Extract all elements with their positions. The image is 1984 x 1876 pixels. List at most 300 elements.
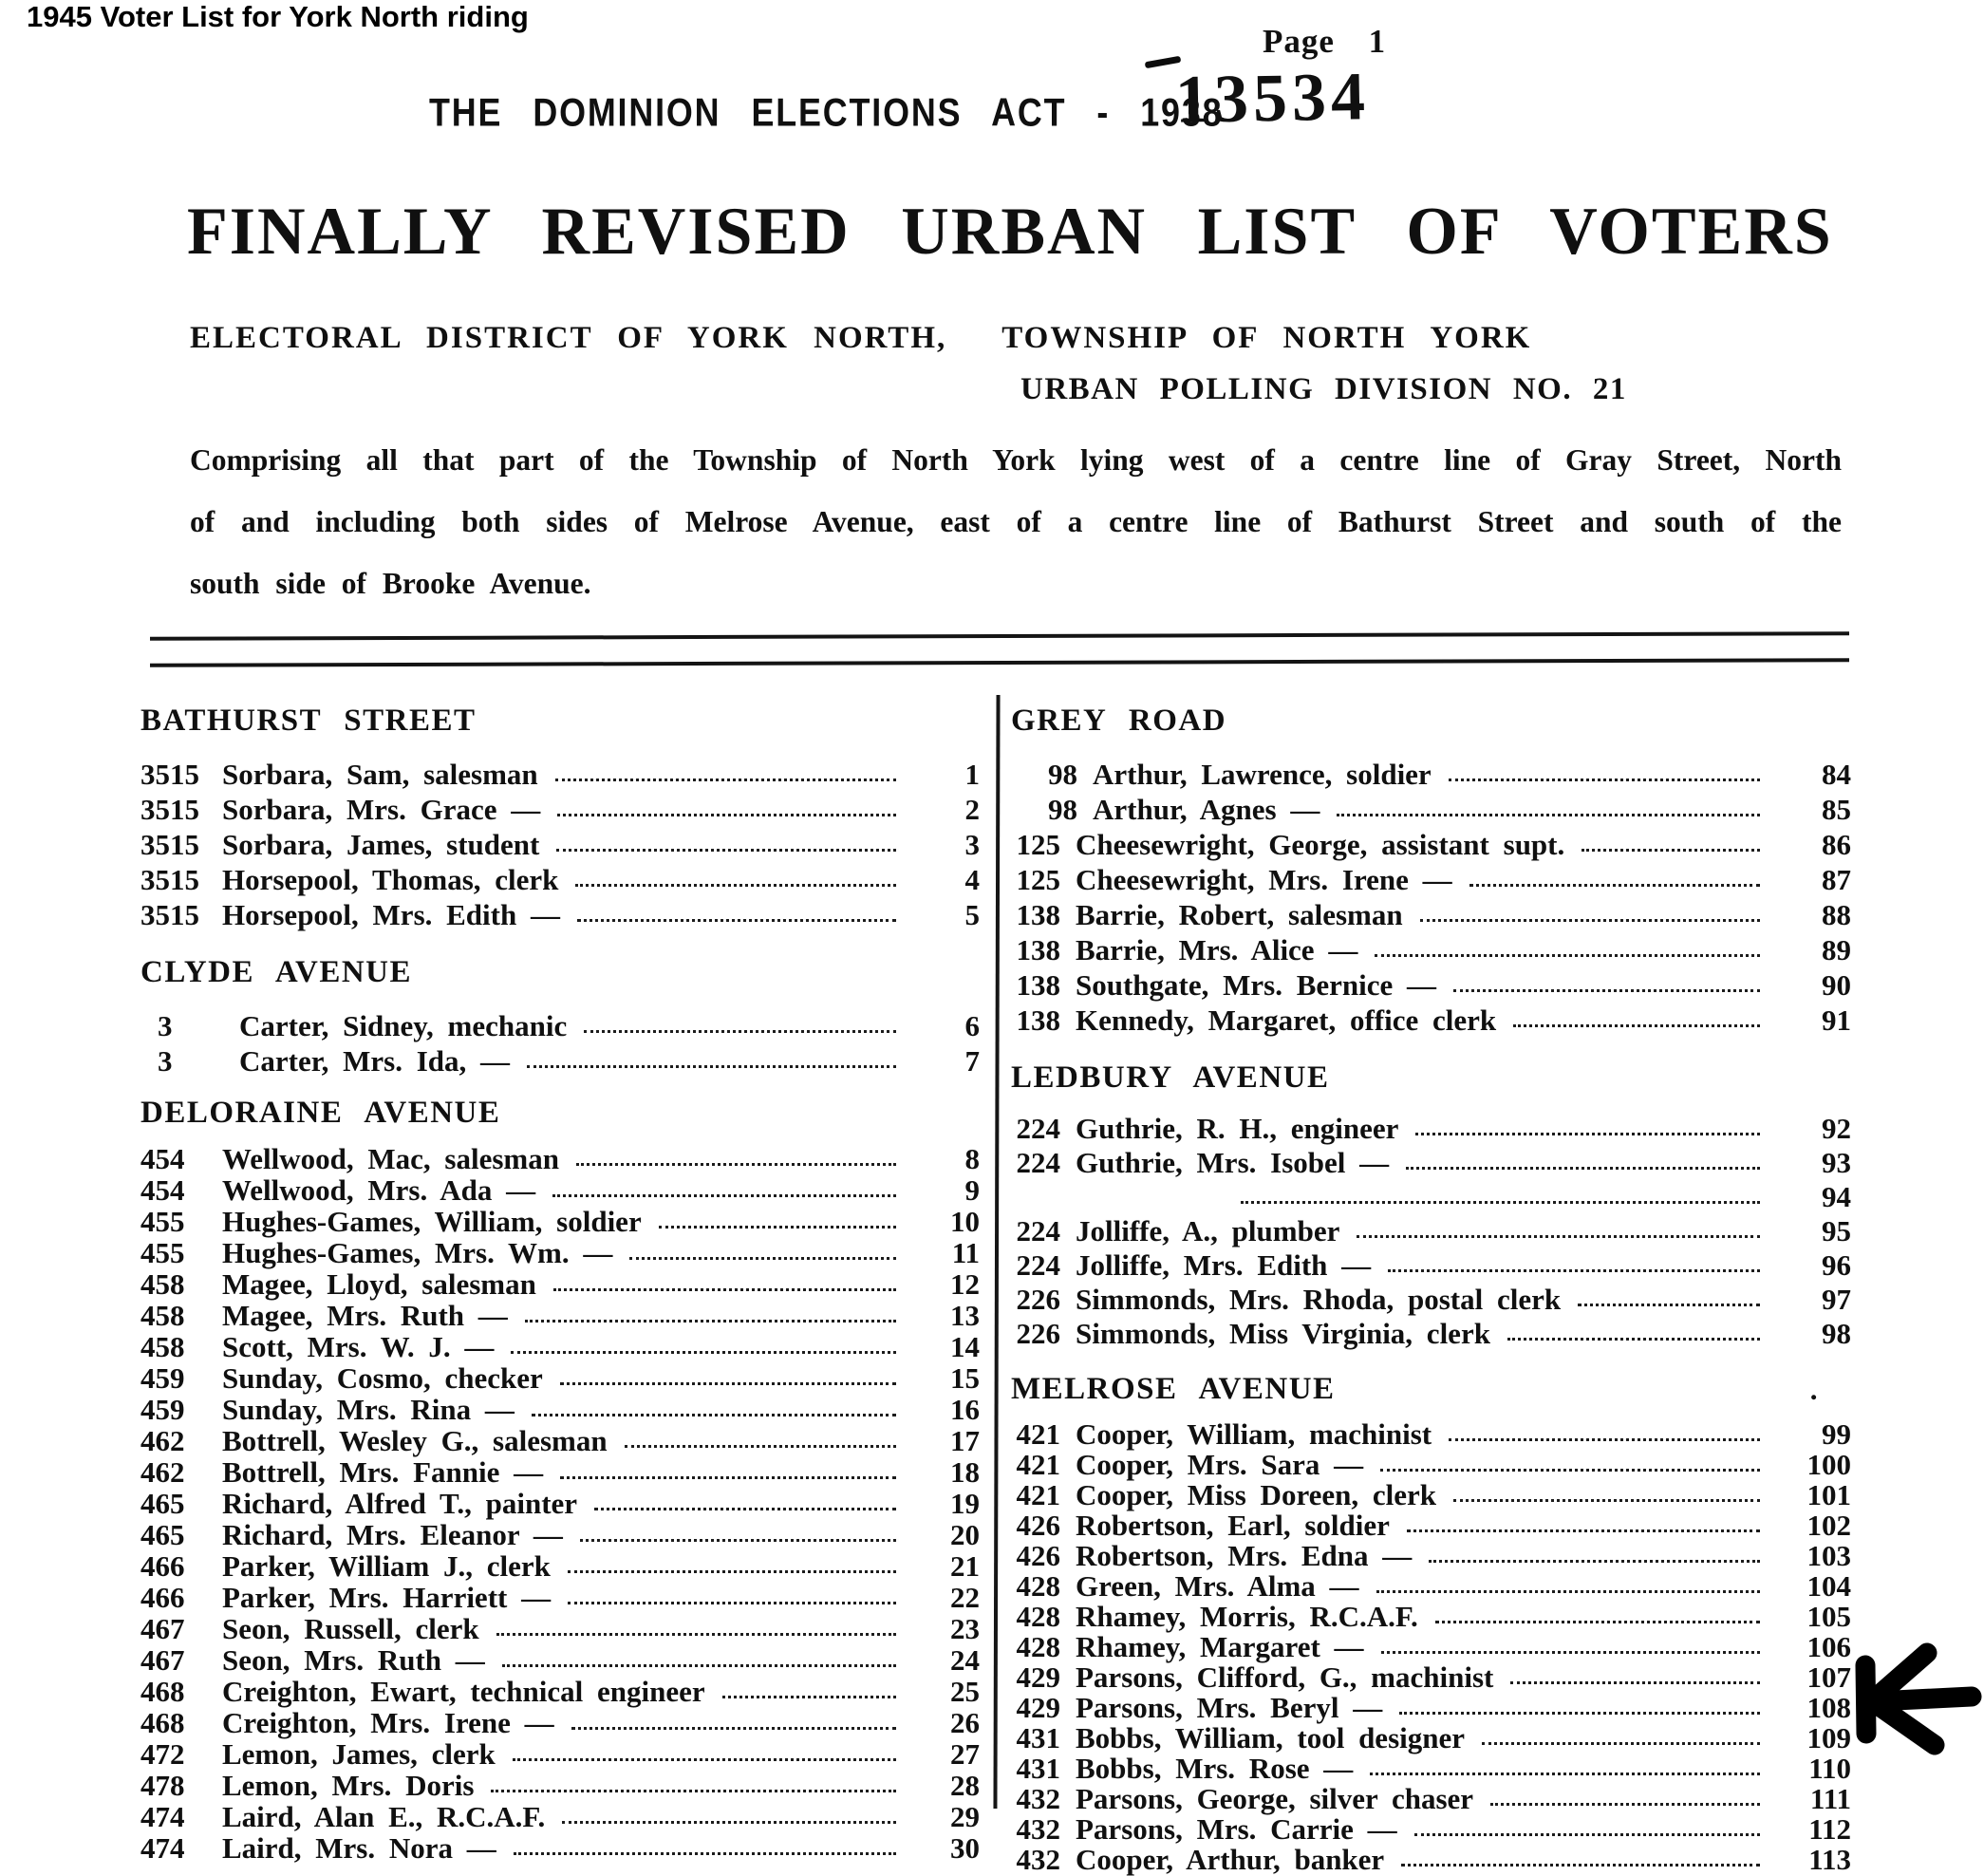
voter-line-number: 99	[1822, 1417, 1851, 1451]
voter-name-occupation: Arthur, Lawrence, soldier	[1093, 758, 1432, 791]
voter-line-number: 30	[950, 1831, 980, 1865]
voter-line-number: 90	[1822, 968, 1851, 1002]
voter-name-occupation: Cooper, Arthur, banker	[1076, 1843, 1385, 1876]
voter-line-number: 11	[951, 1236, 980, 1269]
street-number: 224	[1016, 1112, 1060, 1145]
voter-name-occupation: Magee, Mrs. Ruth —	[222, 1299, 508, 1332]
dot-leader	[1435, 1621, 1760, 1623]
street-number: 138	[1016, 968, 1060, 1002]
street-section	[1011, 1061, 1851, 1350]
dot-leader	[511, 1351, 896, 1354]
voter-name-occupation: Barrie, Robert, salesman	[1076, 898, 1403, 931]
dot-leader	[1414, 1833, 1760, 1836]
street-name-header	[140, 704, 980, 739]
voter-row	[140, 1301, 980, 1332]
dot-leader	[575, 884, 896, 887]
voter-name-occupation: Cooper, William, machinist	[1076, 1417, 1432, 1451]
voter-name-occupation: Bobbs, Mrs. Rose —	[1076, 1752, 1354, 1785]
voter-line-number: 16	[950, 1393, 980, 1426]
voter-name-occupation: Parsons, Mrs. Carrie —	[1076, 1812, 1397, 1846]
stamp-number: 13534	[1174, 58, 1371, 138]
dot-leader	[568, 1602, 896, 1604]
voter-name-occupation: Cooper, Miss Doreen, clerk	[1076, 1478, 1437, 1511]
voter-row	[140, 1238, 980, 1269]
voter-name-occupation: Richard, Alfred T., painter	[222, 1487, 578, 1520]
voter-line-number: 97	[1822, 1283, 1851, 1316]
dot-leader	[1241, 1201, 1760, 1204]
stray-period-mark: .	[1809, 1373, 1819, 1406]
voter-line-number: 95	[1822, 1214, 1851, 1248]
voter-line-number: 91	[1822, 1004, 1851, 1037]
voter-line-number: 98	[1822, 1317, 1851, 1350]
voter-name-occupation: Simmonds, Miss Virginia, clerk	[1076, 1317, 1490, 1350]
voter-row	[140, 1771, 980, 1802]
voter-line-number: 107	[1806, 1660, 1851, 1694]
dot-leader	[1406, 1167, 1760, 1170]
dot-leader	[556, 849, 896, 852]
voter-row	[1011, 1539, 1851, 1572]
voter-name-occupation: Scott, Mrs. W. J. —	[222, 1330, 495, 1363]
street-number: 467	[140, 1612, 185, 1645]
street-number: 432	[1016, 1812, 1060, 1846]
street-number: 458	[140, 1330, 185, 1363]
dot-leader	[571, 1727, 896, 1730]
description-line-1: Comprising all that part of the Township of North York lying west of a centre line of Gray Street, North	[190, 443, 1842, 477]
voter-name-occupation: Parker, William J., clerk	[222, 1549, 551, 1583]
voter-line-number: 100	[1806, 1448, 1851, 1481]
dot-leader	[560, 1476, 896, 1479]
dot-leader	[1510, 1681, 1760, 1684]
voter-name-occupation: Arthur, Agnes —	[1093, 793, 1320, 826]
voter-row	[140, 1677, 980, 1708]
voter-line-number: 26	[950, 1706, 980, 1739]
street-number: 3515	[140, 793, 199, 826]
dot-leader	[1407, 1529, 1760, 1532]
description-line-2: of and including both sides of Melrose Avenue, east of a centre line of Bathurst Street and south of the	[190, 505, 1842, 538]
dot-leader	[525, 1320, 896, 1323]
street-number: 455	[140, 1205, 185, 1238]
voter-name-occupation: Guthrie, Mrs. Isobel —	[1076, 1146, 1390, 1179]
voter-line-number: 27	[950, 1737, 980, 1771]
left-voter-column	[140, 693, 980, 1865]
voter-row	[1011, 1316, 1851, 1350]
dot-leader	[1482, 1742, 1760, 1745]
street-number: 421	[1016, 1448, 1060, 1481]
voter-row	[140, 1583, 980, 1614]
voter-row	[140, 826, 980, 861]
voter-name-occupation: Wellwood, Mrs. Ada —	[222, 1173, 536, 1207]
voter-line-number: 24	[950, 1643, 980, 1677]
dot-leader	[577, 919, 896, 922]
voter-row	[1011, 1417, 1851, 1451]
voter-row	[1011, 1111, 1851, 1145]
voter-line-number: 102	[1806, 1509, 1851, 1542]
voter-line-number: 3	[964, 828, 980, 861]
street-number: 431	[1016, 1752, 1060, 1785]
voter-row	[1011, 1600, 1851, 1633]
district-line	[190, 321, 1531, 356]
voter-name-occupation: Richard, Mrs. Eleanor —	[222, 1518, 563, 1551]
street-number: 465	[140, 1518, 185, 1551]
dot-leader	[1388, 1269, 1760, 1272]
street-number: 462	[140, 1424, 185, 1457]
voter-line-number: 109	[1806, 1721, 1851, 1754]
voter-row	[1011, 1448, 1851, 1481]
voter-line-number: 92	[1822, 1112, 1851, 1145]
voter-line-number: 5	[964, 898, 980, 931]
voter-line-number: 84	[1822, 758, 1851, 791]
voter-line-number: 28	[950, 1769, 980, 1802]
voter-line-number: 113	[1808, 1843, 1851, 1876]
voter-name-occupation: Sorbara, James, student	[222, 828, 540, 861]
voter-line-number: 8	[964, 1142, 980, 1175]
street-number: 3	[158, 1009, 173, 1042]
voter-name-occupation: Hughes-Games, William, soldier	[222, 1205, 642, 1238]
voter-row	[1011, 1478, 1851, 1511]
street-name-header	[1011, 1061, 1851, 1096]
street-number: 224	[1016, 1146, 1060, 1179]
voter-line-number: 25	[950, 1675, 980, 1708]
dot-leader	[1449, 1438, 1760, 1441]
voter-row	[140, 1708, 980, 1739]
dot-leader	[568, 1570, 896, 1573]
street-name: DELORAINE AVENUE	[140, 1096, 501, 1130]
voter-line-number: 6	[964, 1009, 980, 1042]
voter-row	[1011, 1754, 1851, 1785]
voter-name-occupation: Jolliffe, A., plumber	[1076, 1214, 1340, 1248]
voter-row	[1011, 1179, 1851, 1213]
voter-name-occupation: Parker, Mrs. Harriett —	[222, 1581, 552, 1614]
voter-line-number: 14	[950, 1330, 980, 1363]
dot-leader	[532, 1414, 896, 1416]
voter-line-number: 105	[1806, 1600, 1851, 1633]
street-name: MELROSE AVENUE	[1011, 1372, 1336, 1406]
street-number: 138	[1016, 1004, 1060, 1037]
dot-leader	[1453, 989, 1760, 992]
voter-row	[140, 1614, 980, 1645]
voter-row	[140, 1489, 980, 1520]
street-number: 459	[140, 1361, 185, 1395]
voter-row	[140, 756, 980, 791]
street-number: 458	[140, 1267, 185, 1301]
voter-row	[140, 1395, 980, 1426]
street-number: 468	[140, 1675, 185, 1708]
dot-leader	[1429, 1560, 1760, 1563]
street-number: 432	[1016, 1782, 1060, 1815]
street-number: 432	[1016, 1843, 1060, 1876]
voter-row	[1011, 1691, 1851, 1724]
voter-row	[1011, 791, 1851, 826]
voter-name-occupation: Seon, Mrs. Ruth —	[222, 1643, 485, 1677]
dot-leader	[584, 1030, 896, 1033]
voter-name-occupation: Cooper, Mrs. Sara —	[1076, 1448, 1364, 1481]
voter-line-number: 101	[1806, 1478, 1851, 1511]
street-number: 478	[140, 1769, 185, 1802]
street-number: 224	[1016, 1214, 1060, 1248]
dot-leader	[562, 1821, 896, 1824]
voter-row	[140, 896, 980, 931]
voter-line-number: 18	[950, 1455, 980, 1489]
dot-leader	[1376, 1590, 1760, 1593]
voter-row	[1011, 1282, 1851, 1316]
street-number: 426	[1016, 1539, 1060, 1572]
voter-name-occupation: Carter, Mrs. Ida, —	[239, 1044, 511, 1078]
voter-row	[1011, 1002, 1851, 1037]
voter-line-number: 29	[950, 1800, 980, 1833]
voter-row	[140, 1207, 980, 1238]
voter-row	[1011, 1630, 1851, 1663]
dot-leader	[1490, 1803, 1760, 1806]
street-name-header	[1011, 1373, 1851, 1407]
street-number: 429	[1016, 1660, 1060, 1694]
voter-name-occupation: Jolliffe, Mrs. Edith —	[1076, 1248, 1372, 1282]
street-number: 224	[1016, 1248, 1060, 1282]
voter-line-number: 10	[950, 1205, 980, 1238]
street-number: 465	[140, 1487, 185, 1520]
voter-line-number: 96	[1822, 1248, 1851, 1282]
voter-name-occupation: Carter, Sidney, mechanic	[239, 1009, 568, 1042]
street-name: BATHURST STREET	[140, 704, 477, 738]
voter-name-occupation: Magee, Lloyd, salesman	[222, 1267, 536, 1301]
act-title: THE DOMINION ELECTIONS ACT - 1938	[429, 91, 1224, 136]
voter-line-number: 87	[1822, 863, 1851, 896]
dot-leader	[491, 1790, 896, 1792]
voter-name-occupation: Rhamey, Margaret —	[1076, 1630, 1364, 1663]
voter-name-occupation: Bobbs, William, tool designer	[1076, 1721, 1465, 1754]
voter-line-number: 94	[1822, 1180, 1851, 1213]
voter-row	[1011, 1248, 1851, 1282]
voter-name-occupation: Seon, Russell, clerk	[222, 1612, 479, 1645]
dot-leader	[580, 1539, 896, 1542]
dot-leader	[1469, 884, 1760, 887]
voter-name-occupation: Robertson, Mrs. Edna —	[1076, 1539, 1413, 1572]
voter-name-occupation: Parsons, George, silver chaser	[1076, 1782, 1474, 1815]
overlay-caption: 1945 Voter List for York North riding	[27, 0, 529, 33]
dot-leader	[1370, 1773, 1760, 1775]
dot-leader	[722, 1696, 896, 1698]
voter-line-number: 20	[950, 1518, 980, 1551]
voter-row	[140, 1042, 980, 1078]
dot-leader	[1357, 1235, 1760, 1238]
street-number: 467	[140, 1643, 185, 1677]
street-section	[1011, 1373, 1851, 1876]
voter-name-occupation: Creighton, Mrs. Irene —	[222, 1706, 554, 1739]
street-section	[1011, 704, 1851, 1037]
street-name-header	[140, 956, 980, 990]
dot-leader	[629, 1257, 896, 1260]
voter-row	[140, 1426, 980, 1457]
street-number: 98	[1048, 758, 1077, 791]
street-name: LEDBURY AVENUE	[1011, 1060, 1330, 1095]
dot-leader	[1375, 954, 1760, 957]
dot-leader	[1453, 1499, 1760, 1502]
voter-row	[1011, 826, 1851, 861]
street-number: 428	[1016, 1569, 1060, 1603]
dot-leader	[1415, 1133, 1760, 1135]
voter-line-number: 103	[1806, 1539, 1851, 1572]
voter-row	[1011, 896, 1851, 931]
voter-row	[140, 1144, 980, 1175]
street-number: 98	[1048, 793, 1077, 826]
street-number: 428	[1016, 1600, 1060, 1633]
street-number: 454	[140, 1173, 185, 1207]
voter-row	[140, 1645, 980, 1677]
dot-leader	[594, 1508, 896, 1510]
voter-row	[140, 1833, 980, 1865]
street-number: 421	[1016, 1478, 1060, 1511]
voter-line-number: 21	[950, 1549, 980, 1583]
electoral-district-label: ELECTORAL DISTRICT OF YORK NORTH,	[190, 321, 947, 355]
street-number: 3515	[140, 863, 199, 896]
street-name-header	[1011, 704, 1851, 739]
voter-row	[140, 791, 980, 826]
voter-line-number: 93	[1822, 1146, 1851, 1179]
dot-leader	[1507, 1338, 1760, 1341]
dot-leader	[557, 814, 896, 816]
voter-row	[140, 1551, 980, 1583]
street-number: 125	[1016, 863, 1060, 896]
voter-row	[1011, 1569, 1851, 1603]
street-number: 125	[1016, 828, 1060, 861]
street-number: 468	[140, 1706, 185, 1739]
street-number: 138	[1016, 898, 1060, 931]
street-number: 474	[140, 1831, 185, 1865]
dot-leader	[1578, 1304, 1760, 1306]
voter-name-occupation: Lemon, Mrs. Doris	[222, 1769, 475, 1802]
voter-name-occupation: Wellwood, Mac, salesman	[222, 1142, 559, 1175]
dot-leader	[1381, 1651, 1760, 1654]
voter-name-occupation: Bottrell, Mrs. Fannie —	[222, 1455, 544, 1489]
voter-line-number: 12	[950, 1267, 980, 1301]
dot-leader	[1582, 849, 1760, 852]
voter-name-occupation: Laird, Mrs. Nora —	[222, 1831, 496, 1865]
voter-name-occupation: Sorbara, Sam, salesman	[222, 758, 538, 791]
street-number: 462	[140, 1455, 185, 1489]
street-number: 459	[140, 1393, 185, 1426]
street-section	[140, 956, 980, 1078]
street-number: 431	[1016, 1721, 1060, 1754]
dot-leader	[1380, 1469, 1760, 1472]
voter-row	[140, 1739, 980, 1771]
street-number: 421	[1016, 1417, 1060, 1451]
voter-name-occupation: Cheesewright, Mrs. Irene —	[1076, 863, 1452, 896]
description-line-3: south side of Brooke Avenue.	[190, 567, 591, 600]
voter-name-occupation: Cheesewright, George, assistant supt.	[1076, 828, 1565, 861]
street-name: CLYDE AVENUE	[140, 955, 413, 989]
voter-line-number: 19	[950, 1487, 980, 1520]
dot-leader	[496, 1633, 896, 1636]
street-number: 226	[1016, 1317, 1060, 1350]
voter-line-number: 110	[1808, 1752, 1851, 1785]
voter-row	[1011, 1145, 1851, 1179]
voter-name-occupation: Kennedy, Margaret, office clerk	[1076, 1004, 1497, 1037]
voter-line-number: 85	[1822, 793, 1851, 826]
voter-row	[140, 861, 980, 896]
voter-row	[1011, 1782, 1851, 1815]
right-voter-column	[1011, 693, 1851, 1876]
voter-row	[140, 1332, 980, 1363]
dot-leader	[1337, 814, 1760, 816]
voter-row	[1011, 861, 1851, 896]
street-number: 454	[140, 1142, 185, 1175]
voter-name-occupation: Hughes-Games, Mrs. Wm. —	[222, 1236, 613, 1269]
voter-row	[1011, 1721, 1851, 1754]
street-number: 3	[158, 1044, 173, 1078]
horizontal-rule-bottom	[150, 658, 1849, 667]
column-divider-rule	[993, 695, 1000, 1809]
voter-line-number: 2	[964, 793, 980, 826]
voter-name-occupation: Barrie, Mrs. Alice —	[1076, 933, 1358, 966]
dot-leader	[1449, 779, 1760, 781]
voter-name-occupation: Green, Mrs. Alma —	[1076, 1569, 1359, 1603]
voter-row	[1011, 1213, 1851, 1248]
dot-leader	[553, 1288, 896, 1291]
dot-leader	[625, 1445, 896, 1448]
voter-row	[140, 1269, 980, 1301]
dot-leader	[555, 779, 896, 781]
voter-row	[1011, 1812, 1851, 1846]
street-number: 466	[140, 1549, 185, 1583]
voter-line-number: 88	[1822, 898, 1851, 931]
street-name: GREY ROAD	[1011, 704, 1227, 738]
voter-row	[140, 1802, 980, 1833]
voter-line-number: 17	[950, 1424, 980, 1457]
voter-name-occupation: Lemon, James, clerk	[222, 1737, 496, 1771]
voter-name-occupation: Sorbara, Mrs. Grace —	[222, 793, 541, 826]
voter-row	[140, 1007, 980, 1042]
document-title: FINALLY REVISED URBAN LIST OF VOTERS	[187, 195, 1833, 270]
voter-name-occupation: Southgate, Mrs. Bernice —	[1076, 968, 1437, 1002]
street-number: 428	[1016, 1630, 1060, 1663]
dot-leader	[1399, 1712, 1760, 1715]
street-number: 3515	[140, 828, 199, 861]
voter-row	[1011, 1511, 1851, 1542]
dot-leader	[1513, 1024, 1760, 1027]
voter-line-number: 7	[964, 1044, 980, 1078]
voter-row	[1011, 966, 1851, 1002]
voter-line-number: 112	[1808, 1812, 1851, 1846]
street-number: 138	[1016, 933, 1060, 966]
street-section	[140, 704, 980, 931]
dot-leader	[552, 1194, 896, 1197]
voter-row	[140, 1363, 980, 1395]
dot-leader	[576, 1163, 896, 1166]
voter-line-number: 104	[1806, 1569, 1851, 1603]
voter-name-occupation: Guthrie, R. H., engineer	[1076, 1112, 1399, 1145]
street-number: 3515	[140, 898, 199, 931]
dot-leader	[1420, 919, 1760, 922]
street-number: 429	[1016, 1691, 1060, 1724]
voter-name-occupation: Horsepool, Mrs. Edith —	[222, 898, 560, 931]
voter-line-number: 108	[1806, 1691, 1851, 1724]
voter-row	[1011, 1660, 1851, 1694]
voter-line-number: 23	[950, 1612, 980, 1645]
voter-name-occupation: Rhamey, Morris, R.C.A.F.	[1076, 1600, 1418, 1633]
dot-leader	[659, 1226, 896, 1229]
horizontal-rule-top	[150, 631, 1849, 641]
voter-name-occupation: Sunday, Cosmo, checker	[222, 1361, 543, 1395]
voter-line-number: 89	[1822, 933, 1851, 966]
street-section	[140, 1097, 980, 1865]
voter-line-number: 15	[950, 1361, 980, 1395]
street-number: 426	[1016, 1509, 1060, 1542]
voter-row	[140, 1175, 980, 1207]
street-number: 226	[1016, 1283, 1060, 1316]
street-name-header	[140, 1097, 980, 1131]
voter-name-occupation: Sunday, Mrs. Rina —	[222, 1393, 515, 1426]
voter-line-number: 106	[1806, 1630, 1851, 1663]
voter-name-occupation: Robertson, Earl, soldier	[1076, 1509, 1390, 1542]
